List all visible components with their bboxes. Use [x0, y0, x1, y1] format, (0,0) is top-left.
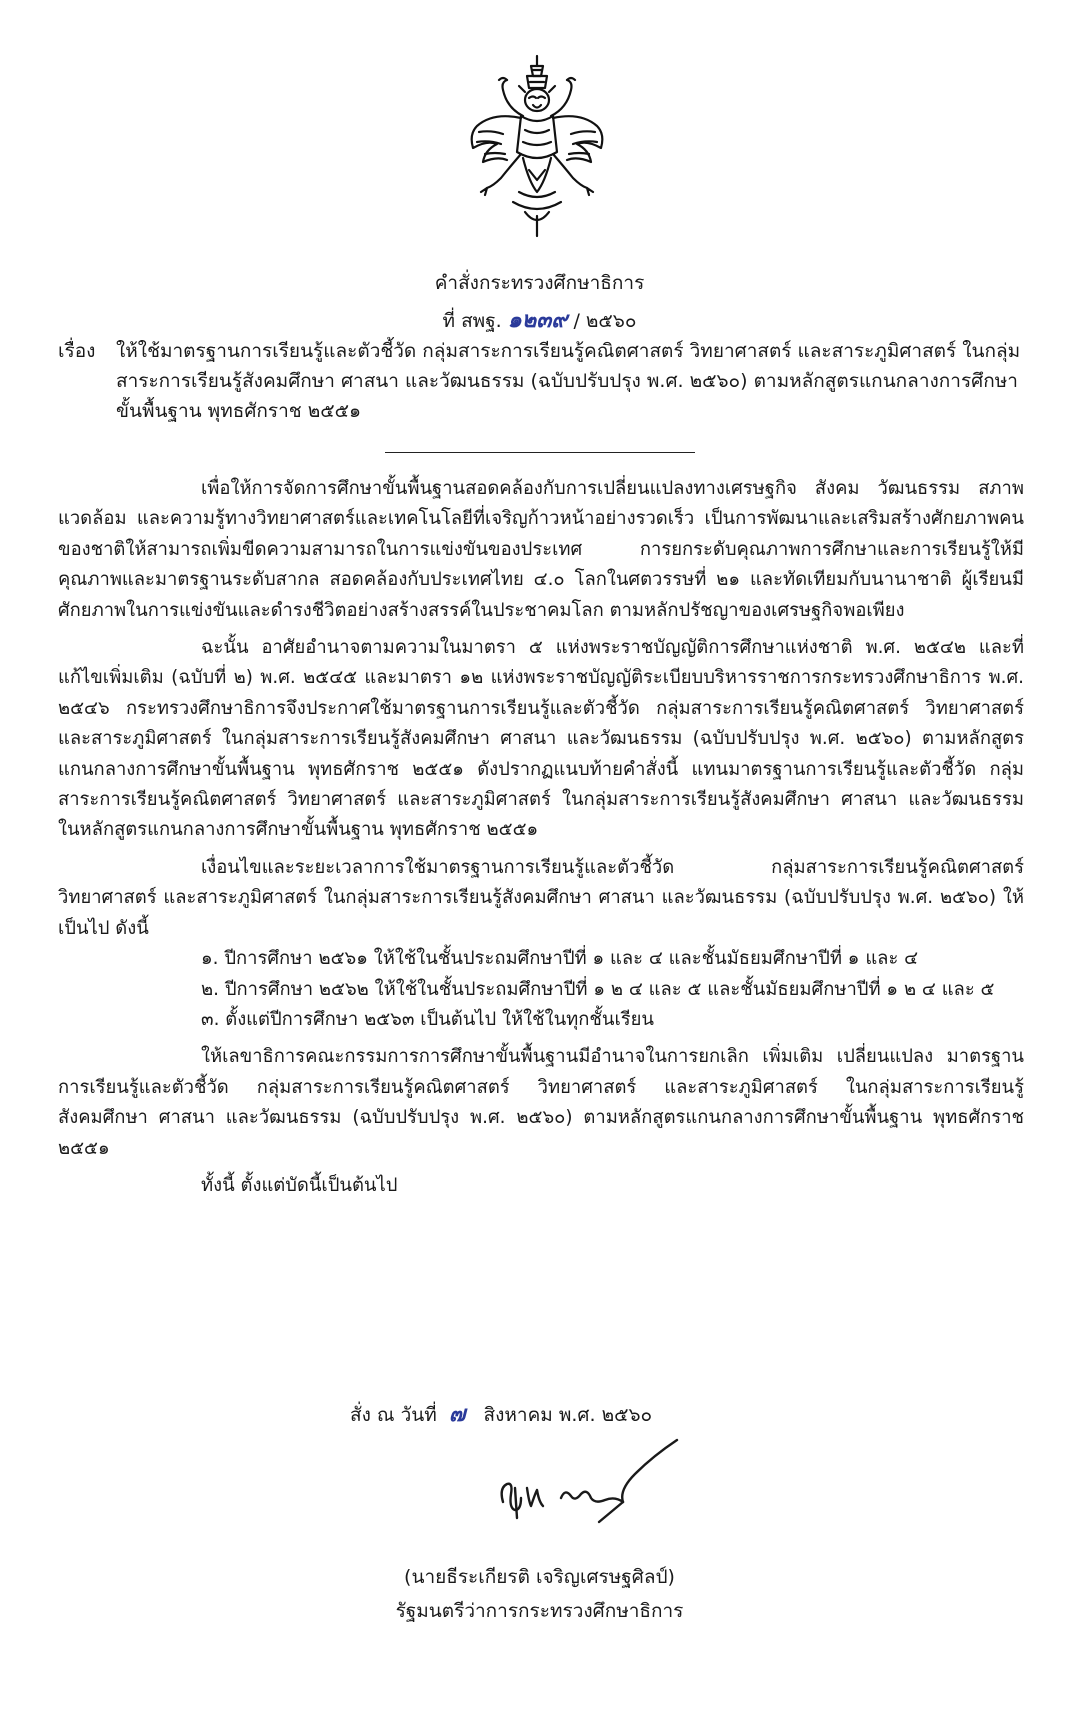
subject-text: ให้ใช้มาตรฐานการเรียนรู้และตัวชี้วัด กลุ่มสาระการเรียนรู้คณิตศาสตร์ วิทยาศาสตร์ และสาระภูมิศาสตร์ ในกลุ่มสาระการเรียนรู้สังคมศึกษา ศาสนา และวัฒนธรรม (ฉบับปรับปรุง พ.ศ. ๒๕๖๐) ตามหลักสูตรแกนกลางการศึกษาขั้นพื้นฐาน พุทธศักราช ๒๕๕๑	[116, 340, 1021, 422]
subject-block	[58, 336, 1024, 426]
paragraph-conditions: เงื่อนไขและระยะเวลาการใช้มาตรฐานการเรียนรู้และตัวชี้วัด กลุ่มสาระการเรียนรู้คณิตศาสตร์ วิทยาศาสตร์ และสาระภูมิศาสตร์ ในกลุ่มสาระการเรียนรู้สังคมศึกษา ศาสนา และวัฒนธรรม (ฉบับปรับปรุง พ.ศ. ๒๕๖๐) ให้เป็นไป ดังนี้	[58, 856, 1024, 939]
paragraph-authority: ฉะนั้น อาศัยอำนาจตามความในมาตรา ๕ แห่งพระราชบัญญัติการศึกษาแห่งชาติ พ.ศ. ๒๕๔๒ และที่แก้ไขเพิ่มเติม (ฉบับที่ ๒) พ.ศ. ๒๕๔๕ และมาตรา ๑๒ แห่งพระราชบัญญัติระเบียบบริหารราชการกระทรวงศึกษาธิการ พ.ศ. ๒๕๔๖ กระทรวงศึกษาธิการจึงประกาศใช้มาตรฐานการเรียนรู้และตัวชี้วัด กลุ่มสาระการเรียนรู้คณิตศาสตร์ วิทยาศาสตร์ และสาระภูมิศาสตร์ ในกลุ่มสาระการเรียนรู้สังคมศึกษา ศาสนา และวัฒนธรรม (ฉบับปรับปรุง พ.ศ. ๒๕๖๐) ตามหลักสูตรแกนกลางการศึกษาขั้นพื้นฐาน พุทธศักราช ๒๕๕๑ ดังปรากฏแนบท้ายคำสั่งนี้ แทนมาตรฐานการเรียนรู้และตัวชี้วัด กลุ่มสาระการเรียนรู้คณิตศาสตร์ วิทยาศาสตร์ และสาระภูมิศาสตร์ ในกลุ่มสาระการเรียนรู้สังคมศึกษา ศาสนา และวัฒนธรรม ในหลักสูตรแกนกลางการศึกษาขั้นพื้นฐาน พุทธศักราช ๒๕๕๑	[58, 637, 1024, 841]
document-title: คำสั่งกระทรวงศึกษาธิการ	[434, 272, 645, 294]
effective-line: ทั้งนี้ ตั้งแต่บัดนี้เป็นต้นไป	[201, 1174, 398, 1196]
paragraph-secretary-authority: ให้เลขาธิการคณะกรรมการการศึกษาขั้นพื้นฐานมีอำนาจในการยกเลิก เพิ่มเติม เปลี่ยนแปลง มาตรฐานการเรียนรู้และตัวชี้วัด กลุ่มสาระการเรียนรู้คณิตศาสตร์ วิทยาศาสตร์ และสาระภูมิศาสตร์ ในกลุ่มสาระการเรียนรู้สังคมศึกษา ศาสนา และวัฒนธรรม (ฉบับปรับปรุง พ.ศ. ๒๕๖๐) ตามหลักสูตรแกนกลางการศึกษาขั้นพื้นฐาน พุทธศักราช ๒๕๕๑	[58, 1046, 1024, 1159]
order-number	[0, 302, 1079, 337]
document-body	[58, 474, 1024, 1201]
sign-day-handwritten: ๗	[448, 1401, 466, 1427]
signature-icon	[495, 1428, 685, 1528]
sign-date-prefix: สั่ง ณ วันที่	[350, 1404, 437, 1426]
paragraph-purpose: เพื่อให้การจัดการศึกษาขั้นพื้นฐานสอดคล้องกับการเปลี่ยนแปลงทางเศรษฐกิจ สังคม วัฒนธรรม สภาพแวดล้อม และความรู้ทางวิทยาศาสตร์และเทคโนโลยีที่เจริญก้าวหน้าอย่างรวดเร็ว เป็นการพัฒนาและเสริมสร้างศักยภาพคนของชาติให้สามารถเพิ่มขีดความสามารถในการแข่งขันของประเทศ การยกระดับคุณภาพการศึกษาและการเรียนรู้ให้มีคุณภาพและมาตรฐานระดับสากล สอดคล้องกับประเทศไทย ๔.๐ โลกในศตวรรษที่ ๒๑ และทัดเทียมกับนานาชาติ ผู้เรียนมีศักยภาพในการแข่งขันและดำรงชีวิตอย่างสร้างสรรค์ในประชาคมโลก ตามหลักปรัชญาของเศรษฐกิจพอเพียง	[58, 478, 1024, 621]
sign-date	[350, 1396, 652, 1431]
order-year: / ๒๕๖๐	[573, 310, 637, 332]
subject-label: เรื่อง	[58, 340, 96, 362]
condition-item: ๑. ปีการศึกษา ๒๕๖๑ ให้ใช้ในชั้นประถมศึกษาปีที่ ๑ และ ๔ และชั้นมัธยมศึกษาปีที่ ๑ และ ๔	[201, 948, 919, 970]
order-prefix: ที่ สพฐ.	[442, 310, 502, 332]
condition-item: ๓. ตั้งแต่ปีการศึกษา ๒๕๖๓ เป็นต้นไป ให้ใช้ในทุกชั้นเรียน	[201, 1008, 654, 1030]
signer-name: (นายธีระเกียรติ เจริญเศรษฐศิลป์)	[404, 1566, 675, 1588]
garuda-emblem-icon	[463, 52, 611, 242]
condition-item: ๒. ปีการศึกษา ๒๕๖๒ ให้ใช้ในชั้นประถมศึกษาปีที่ ๑ ๒ ๔ และ ๕ และชั้นมัธยมศึกษาปีที่ ๑ ๒ ๔ และ ๕	[201, 978, 995, 1000]
signer-title: รัฐมนตรีว่าการกระทรวงศึกษาธิการ	[395, 1600, 684, 1622]
order-number-handwritten: ๑๒๓๙	[507, 307, 568, 333]
divider	[385, 452, 695, 453]
sign-month-year: สิงหาคม พ.ศ. ๒๕๖๐	[483, 1404, 653, 1426]
